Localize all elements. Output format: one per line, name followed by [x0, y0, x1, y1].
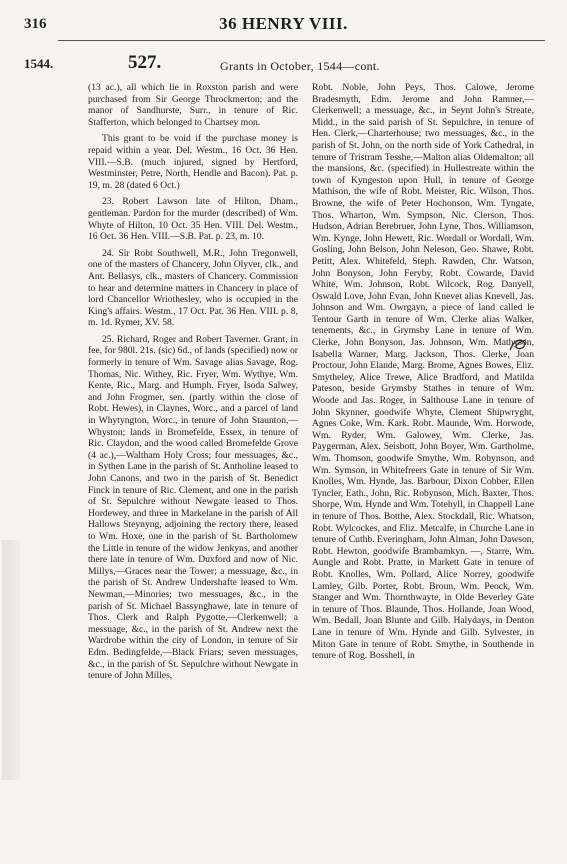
left-column: [88, 82, 298, 687]
paragraph: 23. Robert Lawson late of Hilton, Dham., gentleman. Pardon for the murder (described) of Wm. Whyte of Hilton, 10 Oct. 35 Hen. VIII. Del. Westm., 16 Oct. 36 Hen. VIII.—S.B. Pat. p. 23, m. 10.: [88, 196, 298, 243]
running-title: 36 HENRY VIII.: [219, 14, 348, 33]
paragraph: This grant to be void if the purchase money is repaid within a year. Del. Westm., 16 Oct. 36 Hen. VIII.—S.B. (much injured, signed by Hertford, Westminster, Petre, North, Hendle and Bacon). Pat. p. 19, m. 28 (dated 6 Oct.): [88, 133, 298, 191]
paragraph: 25. Richard, Roger and Robert Taverner. Grant, in fee, for 980l. 21s. (sic) 6d., of lands (specified) now or formerly in tenure of Wm. Savage alias Savage, Rog. Thomas, Nic. Withey, Ric. Fryer, Wm. Wythye, Wm. Kente, Ric., Marg. and Humph. Fryer, Isoda Salwey, and John Frogmer, sen. (partly within the close of Robt. Hewes), in Claynes, Worc., and a parcel of land in Whytyngton, Worc., in tenure of John Staunton,—Whyston; lands in Bromefelde, Essex, in tenure of Ric. Claydon, and the wood called Bromefelde Grove (4 ac.),—Waltham Holy Cross; four messuages, &c., in Sythen Lane in the parish of St. Antholine leased to John Canons, and two in the parish of St. Benedict Finck in tenure of Ric. Clement, and one in the parish of St. Sepulchre without Newgate leased to Thos. Hordewey, and three in Markelane in the parish of All Hallows Steynyng, adjoining the rectory there, leased to Wm. Hoxe, one in the parish of St. Bartholomew the Little in tenure of the widow Jenkyns, and another there late in tenure of Wm. Duxford and now of Nic. Millys,—Graces near the Tower; a messuage, &c., in the parish of St. Andrew Undershafte leased to Wm. Newman,—Minories; two messuages, &c., in the parish of St. Michael Bassynghawe, late in tenure of Thos. Clerk and Ralph Pygotte,—Clerkenwell; a messuage, &c., in the parish of St. Andrew next the Wardrobe within the city of London, in tenure of Sir Edm. Bedingfelde,—Black Friars; seven messuages, &c., in the parish of St. Sepulchre without Newgate in tenure of John Milles,: [88, 333, 298, 682]
header-rule: [58, 40, 545, 41]
right-column: [312, 82, 534, 667]
entry-number: 527.: [128, 52, 162, 73]
paragraph: 24. Sir Robt Southwell, M.R., John Tregonwell, one of the masters of Chancery, John Olyver, clk., and Ant. Bellasys, clk., masters of Chancery. Commission to hear and determine matters in Chancery in place of lord Chancellor Wriothesley, who is occupied in the King's affairs. Westm., 17 Oct. Pat. 36 Hen. VIII. p. 8, m. 1d. Rymer, XV. 58.: [88, 247, 298, 329]
library-stamp: [2, 540, 20, 780]
year-marginal: 1544.: [24, 56, 54, 71]
section-title: Grants in October, 1544—cont.: [220, 59, 380, 73]
page-number: 316: [24, 16, 47, 32]
pen-mark-icon: [508, 336, 530, 354]
paragraph: (13 ac.), all which lie in Roxston parish and were purchased from Sir George Throckmerton; and the manor of Sandhurste, Surr., in tenure of Ric. Stafferton, which belonged to Chartsey mon.: [88, 82, 298, 128]
paragraph: Robt. Noble, John Peys, Thos. Calowe, Jerome Bradesmyth, Edm. Jerome and John Ramner,—Clerkenwell; a messuage, &c., in Seynt John's Streate, Midd., in the said parish of St. Sepulchre, in tenure of Hen. Clerk,—Charterhouse; two messuages, &c., in the parish of St. John, on the north side of York Cathedral, in tenure of Tristram Tesshe,—Malton alias Oldemalton; all the mansions, &c. (specified) in Hullestreate within the town of Kyngeston upon Hull, in tenure of George Mathison, the wife of Robt. Meister, Ric. Wilson, Thos. Browne, the wife of Peter Hochonson, Wm. Tyngate, Thos. Wharton, Wm. Sympson, Nic. Clerson, Thos. Hudson, Adrian Berebruer, John Lyne, Thos. Williamson, Wm. Kynge, John Hewett, Ric. Wordall or Wordall, Wm. Gosling, John Belson, John Neleson, Geo. Shawe, Robt. Petitt, Alex. Whitefeld, Steph. Rawden, Chr. Watson, John Bonyson, John Feryby, Robt. Cowarde, David White, Wm. Johnson, Robt. Wilcock, Rog. Danyell, Oswald Love, John Evan, John Knevet alias Knevell, Jas. Johnson and Wm. Owrgayn, a piece of land called le Tentour Garth in tenure of Wm. Clerke alias Walker, tenements, &c., in Grymsby Lane in tenure of Wm. Clerke, John Bonyson, Jas. Johnson, Wm. Mathyson, Isabella Warner, Marg. Jackson, Thos. Clerke, Joan Proctour, John Elande, Marg. Brome, Agnes Bowes, Eliz. Smytheley, Alice Trewe, Alice Bradford, and Matilda Pateson, beside Grymsby Stathes in tenure of Wm. Woode and Jas. Roger, in Salthouse Lane in tenure of John Skynner, goodwife Whyte, Clement Shipwryght, Agnes Coke, Wm. Kark. Robt. Maunde, Wm. Horwode, Wm. Ryder, Wm. Galowey, Wm. Clerke, Jas. Paygerman, Alex. Seisbott, John Boyer, Wm. Gartholme, Wm. Thomson, goodwife Smythe, Wm. Robynson, and Wm. Symson, in Whitefreers Gate in tenure of Sir Wm. Knolles, Wm. Hynde, Jas. Barbour, Dixon Cobber, Ellen Tyncler, Eath., John, Ric. Robynson, Mich. Baxter, Thos. Shorpe, Wm. Hynde and Wm. Totehyll, in Chappell Lane in tenure of Thos. Botthe, Alex. Stockdall, Ric. Whatson, Robt. Wylcockes, and Eliz. Metcalfe, in Churche Lane in tenure of Cuthb. Everingham, John Alman, John Dawson, Robt. Hewton, goodwife Brambamkyn. —, Starre, Wm. Aungle and Robt. Pratte, in Markett Gate in tenure of Robt. Knolles, Wm. Pollard, Alice Norrey, goodwife Lamley, Gilb. Porter, Robt. Broun, Wm. Peock, Wm. Stanger and Wm. Thornthwayte, in Olde Beverley Gate in tenure of Thos. Blaunde, Thos. Hollande, Joan Wood, Wm. Bedall, Joan Blunte and Gilb. Halydays, in Denton Lane in tenure of Wm. Hynde and Gilb. Sylvester, in Miton Gate in tenure of Robt. Smythe, in Southende in tenure of Rog. Bosshell, in: [312, 82, 534, 662]
running-head: [14, 14, 553, 34]
